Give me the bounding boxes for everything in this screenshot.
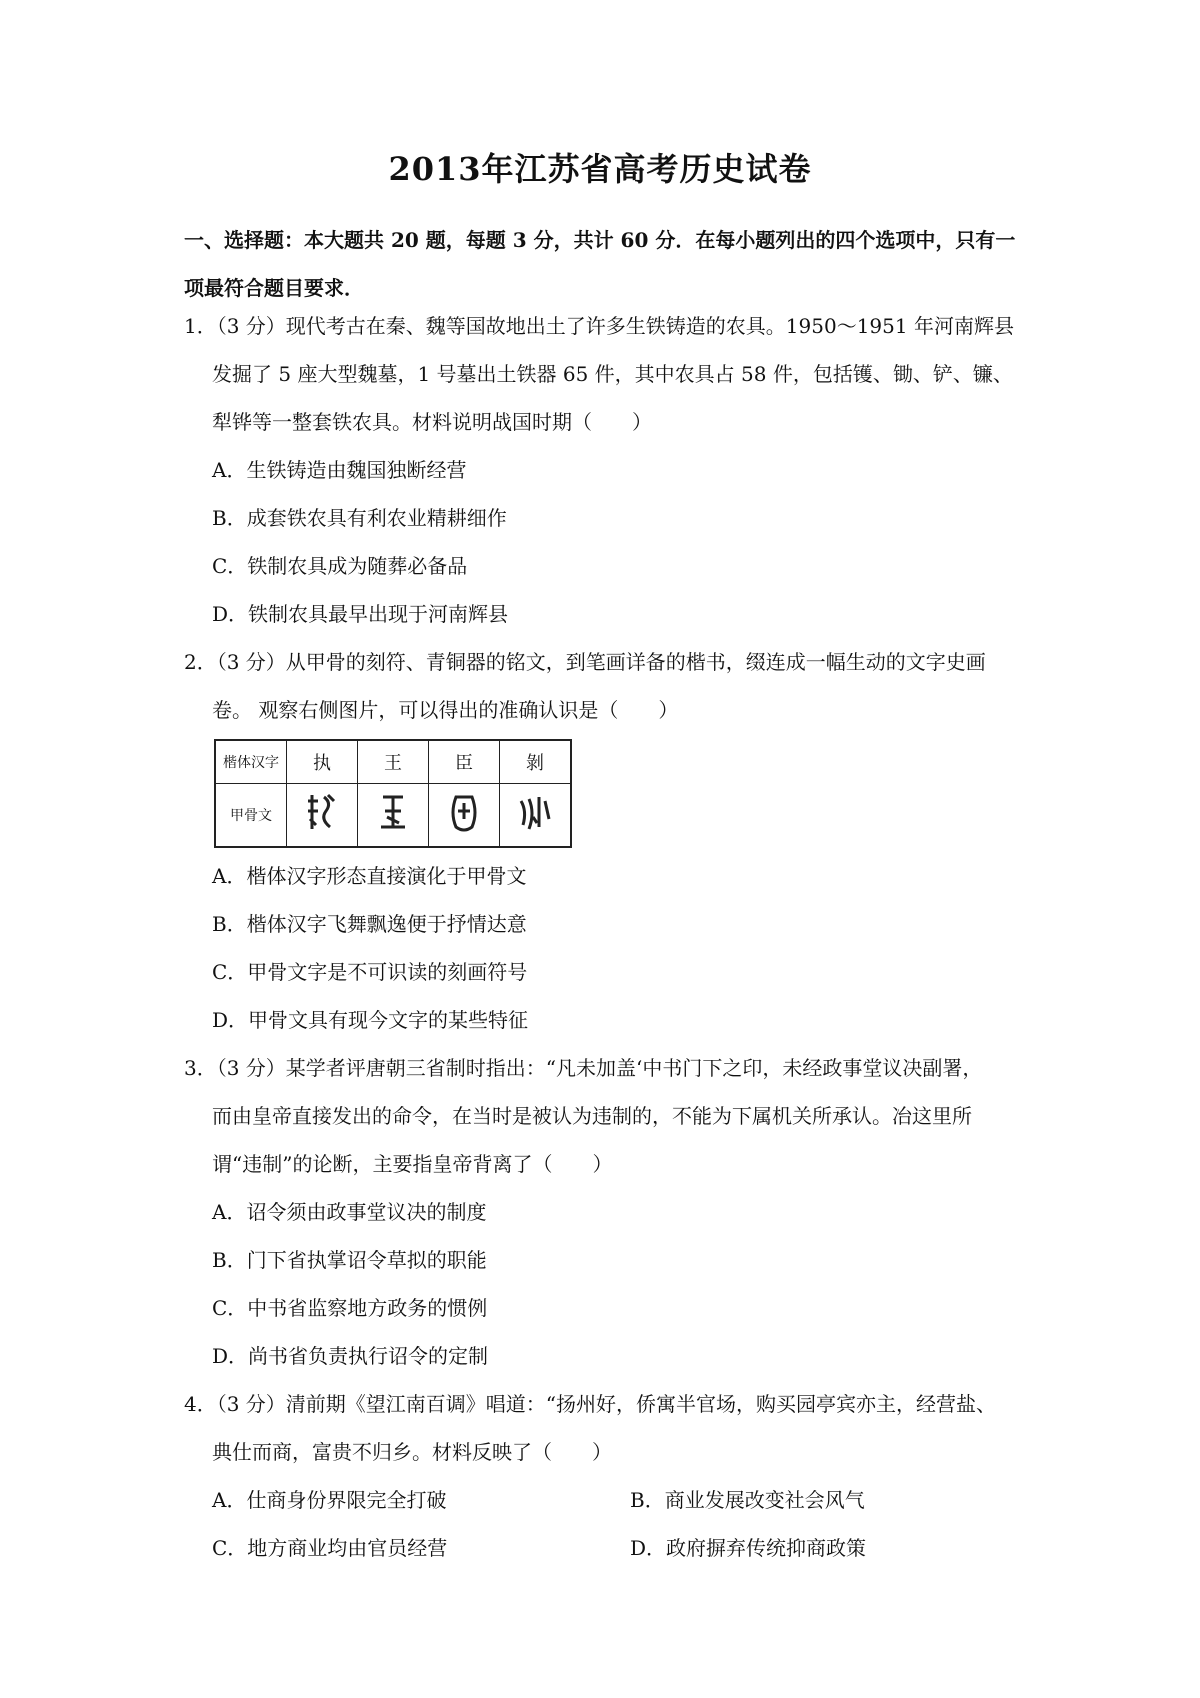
oracle-glyph-wang	[373, 789, 413, 837]
oracle-glyph-image	[500, 784, 572, 848]
table-cell: 臣	[429, 740, 500, 784]
table-header-oracle-bone: 甲骨文	[215, 784, 287, 848]
q2-option-c: C．甲骨文字是不可识读的刻画符号	[212, 960, 528, 984]
page-title: 2013年江苏省高考历史试卷	[388, 150, 812, 188]
q3-line-2: 而由皇帝直接发出的命令，在当时是被认为违制的，不能为下属机关所承认。冶这里所	[212, 1104, 972, 1128]
q2-option-a: A．楷体汉字形态直接演化于甲骨文	[212, 864, 527, 888]
q3-line-3: 谓“违制”的论断，主要指皇帝背离了（ ）	[212, 1152, 613, 1176]
oracle-glyph-chen	[444, 789, 484, 837]
q4-option-d: D．政府摒弃传统抑商政策	[630, 1536, 867, 1560]
q3-option-b: B．门下省执掌诏令草拟的职能	[212, 1248, 487, 1272]
q4-option-b: B．商业发展改变社会风气	[630, 1488, 865, 1512]
q1-line-2: 发掘了 5 座大型魏墓，1 号墓出土铁器 65 件，其中农具占 58 件，包括镬、锄、铲、镰、	[212, 362, 1013, 386]
oracle-glyph-yi	[515, 789, 555, 837]
q1-option-b: B．成套铁农具有利农业精耕细作	[212, 506, 507, 530]
q4-option-c: C．地方商业均由官员经营	[212, 1536, 448, 1560]
q4-line-1: 4．（3 分）清前期《望江南百调》唱道：“扬州好，侨寓半官场，购买园亭宾亦主，经营盐、	[184, 1392, 997, 1416]
table-row	[215, 740, 571, 784]
q3-option-a: A．诏令须由政事堂议决的制度	[212, 1200, 487, 1224]
oracle-glyph-image	[287, 784, 358, 848]
table-cell: 执	[287, 740, 358, 784]
q2-option-d: D．甲骨文具有现今文字的某些特征	[212, 1008, 529, 1032]
q1-option-d: D．铁制农具最早出现于河南辉县	[212, 602, 509, 626]
oracle-glyph-zhi	[302, 789, 342, 837]
q3-option-d: D．尚书省负责执行诏令的定制	[212, 1344, 489, 1368]
q3-line-1: 3．（3 分）某学者评唐朝三省制时指出：“凡未加盖‘中书门下之印，未经政事堂议决副署，	[184, 1056, 983, 1080]
section-heading: 一、选择题：本大题共 20 题，每题 3 分，共计 60 分．在每小题列出的四个选项中，只有一项最符合题目要求．	[184, 228, 1016, 300]
script-comparison-table	[214, 739, 572, 848]
q2-option-b: B．楷体汉字飞舞飘逸便于抒情达意	[212, 912, 527, 936]
table-cell: 王	[358, 740, 429, 784]
q3-option-c: C．中书省监察地方政务的惯例	[212, 1296, 488, 1320]
q4-option-a: A．仕商身份界限完全打破	[212, 1488, 447, 1512]
oracle-glyph-image	[429, 784, 500, 848]
table-row	[215, 784, 571, 848]
q1-line-1: 1．（3 分）现代考古在秦、魏等国故地出土了许多生铁铸造的农具。1950～1951 年河南辉县	[184, 314, 1014, 338]
q1-option-c: C．铁制农具成为随葬必备品	[212, 554, 468, 578]
oracle-glyph-image	[358, 784, 429, 848]
q4-line-2: 典仕而商，富贵不归乡。材料反映了（ ）	[212, 1440, 612, 1464]
table-header-kaishu: 楷体汉字	[215, 740, 287, 784]
q1-line-3: 犁铧等一整套铁农具。材料说明战国时期（ ）	[212, 410, 652, 434]
q2-line-1: 2．（3 分）从甲骨的刻符、青铜器的铭文，到笔画详备的楷书，缀连成一幅生动的文字史画	[184, 650, 986, 674]
q1-option-a: A．生铁铸造由魏国独断经营	[212, 458, 467, 482]
q2-line-2: 卷。 观察右侧图片，可以得出的准确认识是（ ）	[212, 698, 679, 722]
table-cell: 剝	[500, 740, 572, 784]
